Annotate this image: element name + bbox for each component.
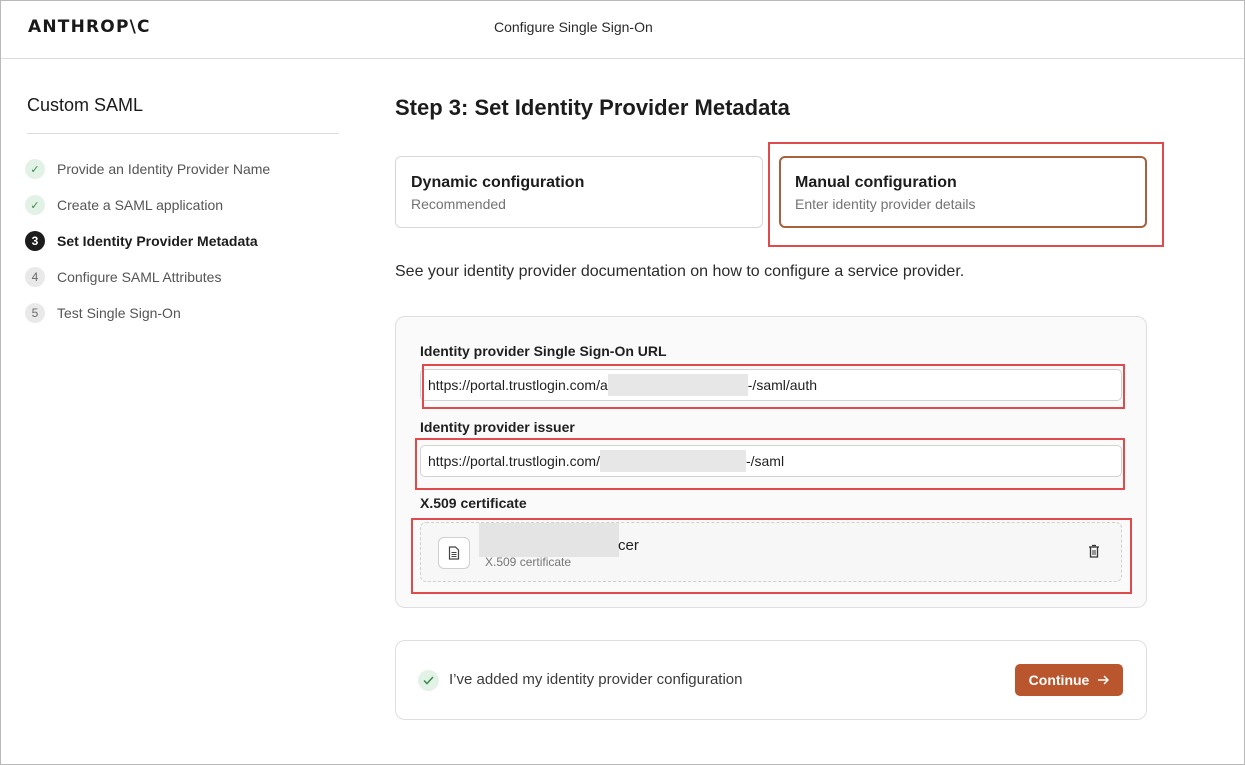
step-number-badge: 5 <box>25 303 45 323</box>
redacted-block <box>600 450 746 472</box>
brand-logo: ANTHROP\C <box>28 17 151 37</box>
redacted-block <box>608 374 748 396</box>
issuer-value-end: -/saml <box>745 453 785 469</box>
step-label: Create a SAML application <box>57 197 224 213</box>
option-subtitle: Enter identity provider details <box>795 196 976 212</box>
file-icon <box>438 537 470 569</box>
step-number-badge: 3 <box>25 231 45 251</box>
continue-label: Continue <box>1028 672 1090 688</box>
option-title: Dynamic configuration <box>411 174 585 191</box>
check-icon[interactable] <box>418 670 439 691</box>
step-label: Set Identity Provider Metadata <box>57 233 258 249</box>
sso-url-label: Identity provider Single Sign-On URL <box>420 343 667 359</box>
step-number-badge: 4 <box>25 267 45 287</box>
step-test-sso <box>25 303 345 339</box>
dynamic-configuration-option[interactable] <box>395 156 763 228</box>
sso-url-input[interactable] <box>420 369 1122 401</box>
help-text: See your identity provider documentation on how to configure a service provider. <box>395 263 965 280</box>
step-create-saml-app[interactable] <box>25 195 345 231</box>
step-list <box>25 159 345 339</box>
header-title: Configure Single Sign-On <box>494 19 653 35</box>
step-provide-name[interactable] <box>25 159 345 195</box>
arrow-right-icon <box>1097 675 1109 685</box>
step-label: Configure SAML Attributes <box>57 269 222 285</box>
sso-url-value-start: https://portal.trustlogin.com/a <box>428 377 608 393</box>
certificate-file-name: cer <box>618 537 639 554</box>
redacted-block <box>479 523 619 557</box>
check-icon: ✓ <box>25 195 45 215</box>
sso-url-value-end: -/saml/auth <box>747 377 818 393</box>
page-title: Step 3: Set Identity Provider Metadata <box>395 95 790 120</box>
issuer-value-start: https://portal.trustlogin.com/ <box>428 453 600 469</box>
option-title: Manual configuration <box>795 174 957 191</box>
continue-button[interactable] <box>1015 664 1123 696</box>
step-label: Test Single Sign-On <box>57 305 181 321</box>
confirmation-bar <box>395 640 1147 720</box>
step-set-metadata[interactable] <box>25 231 345 267</box>
manual-configuration-option[interactable] <box>779 156 1147 228</box>
top-header <box>1 1 1244 59</box>
certificate-file <box>420 522 1122 582</box>
issuer-input[interactable] <box>420 445 1122 477</box>
step-label: Provide an Identity Provider Name <box>57 161 271 177</box>
confirmation-text: I’ve added my identity provider configuration <box>449 671 743 688</box>
certificate-label: X.509 certificate <box>420 495 527 511</box>
trash-icon[interactable] <box>1087 543 1101 561</box>
certificate-file-type: X.509 certificate <box>485 555 572 569</box>
step-configure-attributes <box>25 267 345 303</box>
option-subtitle: Recommended <box>411 196 506 212</box>
issuer-label: Identity provider issuer <box>420 419 575 435</box>
check-icon: ✓ <box>25 159 45 179</box>
sidebar-divider <box>27 133 339 134</box>
sidebar-title: Custom SAML <box>27 95 144 115</box>
